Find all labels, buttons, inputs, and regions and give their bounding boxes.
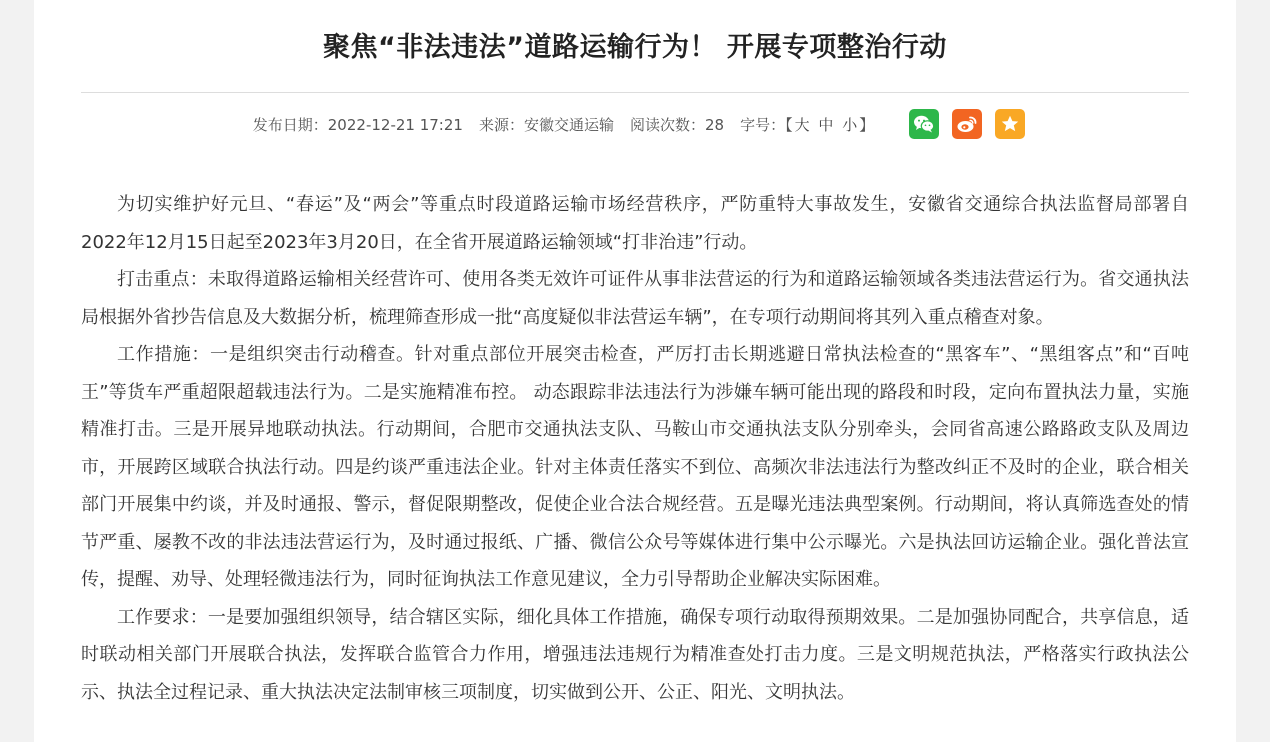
publish-date-label: 发布日期：: [252, 115, 328, 134]
article-page: [34, 0, 1236, 742]
paragraph-intro: 为切实维护好元旦、“春运”及“两会”等重点时段道路运输市场经营秩序，严防重特大事故发生，安徽省交通综合执法监督局部署自2022年12月15日起至2023年3月20日，在全省开展道路运输领域“打非治违”行动。: [81, 194, 1189, 253]
font-size-large-button[interactable]: 大: [794, 115, 810, 134]
share-weibo-button[interactable]: [952, 109, 982, 139]
source-label: 来源：: [478, 115, 524, 134]
title-divider: [81, 92, 1189, 93]
font-size-selector: [740, 114, 874, 135]
favorite-star-icon: [1000, 114, 1020, 134]
article-source: [479, 114, 614, 135]
wechat-icon: [913, 114, 935, 134]
weibo-icon: [956, 114, 978, 134]
view-count-label: 阅读次数：: [629, 115, 705, 134]
publish-date: [253, 114, 463, 135]
font-size-small-button[interactable]: 小: [842, 115, 858, 134]
share-wechat-button[interactable]: [909, 109, 939, 139]
paragraph-measures: 工作措施：一是组织突击行动稽查。针对重点部位开展突击检查，严厉打击长期逃避日常执法检查的“黑客车”、“黑组客点”和“百吨王”等货车严重超限超载违法行为。二是实施精准布控。 动态跟踪非法违法行为涉嫌车辆可能出现的路段和时段，定向布置执法力量，实施精准打击。三是开展异地联动执法。行动期间，合肥市交通执法支队、马鞍山市交通执法支队分别牵头，会同省高速公路路政支队及周边市，开展跨区域联合执法行动。四是约谈严重违法企业。针对主体责任落实不到位、高频次非法违法行为整改纠正不及时的企业，联合相关部门开展集中约谈，并及时通报、警示，督促限期整改，促使企业合法合规经营。五是曝光违法典型案例。行动期间，将认真筛选查处的情节严重、屡教不改的非法违法营运行为，及时通过报纸、广播、微信公众号等媒体进行集中公示曝光。六是执法回访运输企业。强化普法宣传，提醒、劝导、处理轻微违法行为，同时征询执法工作意见建议，全力引导帮助企业解决实际困难。: [81, 344, 1189, 590]
article-meta-bar: [34, 107, 1236, 141]
view-count: [630, 114, 724, 135]
article-title: 聚焦“非法违法”道路运输行为！ 开展专项整治行动: [323, 32, 947, 63]
share-buttons: [896, 109, 1025, 139]
font-size-bracket-open: 【: [785, 115, 793, 134]
publish-date-value: 2022-12-21 17:21: [327, 115, 463, 134]
paragraph-key-targets: 打击重点：未取得道路运输相关经营许可、使用各类无效许可证件从事非法营运的行为和道路运输领域各类违法营运行为。省交通执法局根据外省抄告信息及大数据分析，梳理筛查形成一批“高度疑似非法营运车辆”，在专项行动期间将其列入重点稽查对象。: [81, 269, 1189, 328]
source-value: 安徽交通运输: [523, 115, 614, 134]
article-body: [81, 186, 1189, 711]
view-count-value: 28: [704, 115, 725, 134]
share-favorite-button[interactable]: [995, 109, 1025, 139]
font-size-bracket-close: 】: [859, 115, 875, 134]
font-size-medium-button[interactable]: 中: [818, 115, 834, 134]
paragraph-requirements: 工作要求：一是要加强组织领导，结合辖区实际，细化具体工作措施，确保专项行动取得预期效果。二是加强协同配合，共享信息，适时联动相关部门开展联合执法，发挥联合监管合力作用，增强违法违规行为精准查处打击力度。三是文明规范执法，严格落实行政执法公示、执法全过程记录、重大执法决定法制审核三项制度，切实做到公开、公正、阳光、文明执法。: [81, 606, 1189, 703]
font-size-label: 字号：: [740, 115, 786, 134]
